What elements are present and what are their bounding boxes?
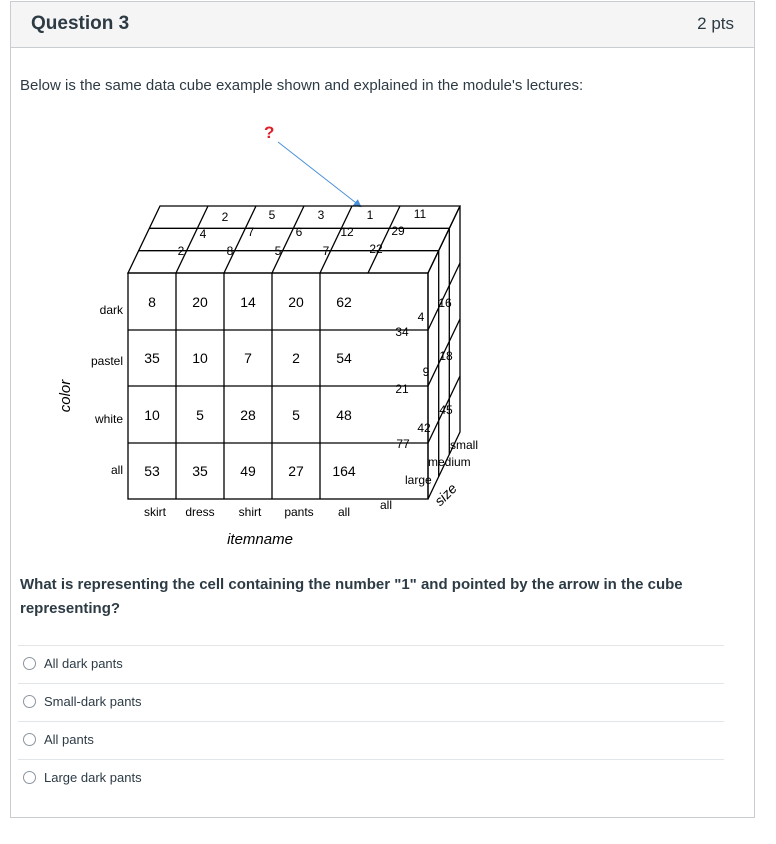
answer-label[interactable]: Large dark pants bbox=[44, 770, 142, 785]
row-label-all: all bbox=[110, 463, 123, 477]
data-cube-svg bbox=[40, 118, 520, 558]
top-mid1-all: 29 bbox=[391, 224, 405, 238]
side-large-pastel: 21 bbox=[395, 382, 409, 396]
cell-pastel-shirt: 7 bbox=[244, 350, 252, 366]
cell-pastel-dress: 10 bbox=[192, 350, 208, 366]
col-label-all: all bbox=[337, 505, 351, 519]
answer-label[interactable]: All dark pants bbox=[44, 656, 123, 671]
side-large-white: 77 bbox=[396, 437, 410, 451]
cell-all-pants: 27 bbox=[288, 463, 304, 479]
depth-label-medium: medium bbox=[428, 455, 471, 469]
answer-label[interactable]: Small-dark pants bbox=[44, 694, 142, 709]
question-intro: Below is the same data cube example shown and explained in the module's lectures: bbox=[20, 77, 584, 94]
answer-option[interactable] bbox=[18, 683, 724, 721]
top-mid2-skirt: 2 bbox=[177, 244, 185, 258]
col-label-dress: dress bbox=[185, 505, 215, 519]
cell-white-dress: 5 bbox=[196, 407, 204, 423]
col-label-pants: pants bbox=[284, 505, 314, 519]
cell-pastel-pants: 2 bbox=[292, 350, 300, 366]
top-back-far: 11 bbox=[413, 207, 427, 221]
question-mark: ? bbox=[264, 123, 275, 142]
cell-dark-pants: 20 bbox=[288, 294, 304, 310]
col-label-shirt: shirt bbox=[238, 505, 262, 519]
cell-dark-dress: 20 bbox=[192, 294, 208, 310]
row-label-dark: dark bbox=[99, 303, 123, 317]
side-small-dark: 16 bbox=[438, 296, 452, 310]
depth-label-large: large bbox=[405, 473, 432, 487]
top-mid1-pants: 12 bbox=[340, 225, 354, 239]
cell-white-pants: 5 bbox=[292, 407, 300, 423]
question-title: Question 3 bbox=[31, 13, 130, 34]
top-back-skirt: 2 bbox=[221, 210, 229, 224]
cell-all-dress: 35 bbox=[192, 463, 208, 479]
question-points: 2 pts bbox=[697, 14, 734, 33]
cell-dark-all: 62 bbox=[336, 294, 352, 310]
radio-button[interactable] bbox=[23, 771, 36, 784]
top-mid2-all: 22 bbox=[369, 242, 383, 256]
answer-option[interactable] bbox=[18, 645, 724, 683]
cell-white-shirt: 28 bbox=[240, 407, 256, 423]
side-large-dark: 34 bbox=[395, 325, 409, 339]
col-label-skirt: skirt bbox=[144, 505, 166, 519]
top-back-shirt: 3 bbox=[317, 208, 325, 222]
axis-title-color: color bbox=[57, 379, 74, 413]
cube-front-face bbox=[128, 273, 428, 499]
cell-dark-shirt: 14 bbox=[240, 294, 256, 310]
side-medium-pastel: 9 bbox=[422, 365, 430, 379]
cell-all-all: 164 bbox=[332, 463, 356, 479]
side-medium-dark: 4 bbox=[417, 310, 425, 324]
row-label-pastel: pastel bbox=[90, 354, 123, 368]
top-mid2-dress: 8 bbox=[226, 244, 234, 258]
radio-button[interactable] bbox=[23, 733, 36, 746]
row-label-white: white bbox=[94, 412, 123, 426]
data-cube-figure bbox=[40, 118, 520, 558]
top-mid1-shirt: 6 bbox=[295, 225, 303, 239]
radio-button[interactable] bbox=[23, 695, 36, 708]
question-prompt: What is representing the cell containing the number "1" and pointed by the arrow in the cube representing? bbox=[20, 576, 683, 617]
radio-button[interactable] bbox=[23, 657, 36, 670]
top-mid2-pants: 7 bbox=[322, 244, 330, 258]
depth-label-all: all bbox=[380, 498, 393, 512]
top-back-pants: 1 bbox=[366, 208, 374, 222]
question-header bbox=[11, 2, 754, 48]
answer-option[interactable] bbox=[18, 759, 724, 797]
pointer-arrow bbox=[278, 142, 360, 206]
side-medium-white: 42 bbox=[417, 421, 431, 435]
answer-list bbox=[18, 645, 724, 797]
top-back-dress: 5 bbox=[268, 208, 276, 222]
top-mid1-dress: 7 bbox=[247, 225, 255, 239]
cell-pastel-skirt: 35 bbox=[144, 350, 160, 366]
axis-title-size: size bbox=[431, 480, 460, 509]
axis-title-itemname: itemname bbox=[227, 531, 293, 548]
cell-pastel-all: 54 bbox=[336, 350, 352, 366]
depth-label-small: small bbox=[450, 438, 479, 452]
top-mid1-skirt: 4 bbox=[199, 227, 207, 241]
top-mid2-shirt: 5 bbox=[274, 244, 282, 258]
answer-label[interactable]: All pants bbox=[44, 732, 94, 747]
cube-top-face bbox=[128, 206, 460, 273]
cell-all-skirt: 53 bbox=[144, 463, 160, 479]
cell-all-shirt: 49 bbox=[240, 463, 256, 479]
cell-white-all: 48 bbox=[336, 407, 352, 423]
cell-dark-skirt: 8 bbox=[148, 294, 156, 310]
side-small-white: 45 bbox=[439, 403, 453, 417]
side-small-pastel: 18 bbox=[439, 349, 453, 363]
answer-option[interactable] bbox=[18, 721, 724, 759]
cell-white-skirt: 10 bbox=[144, 407, 160, 423]
